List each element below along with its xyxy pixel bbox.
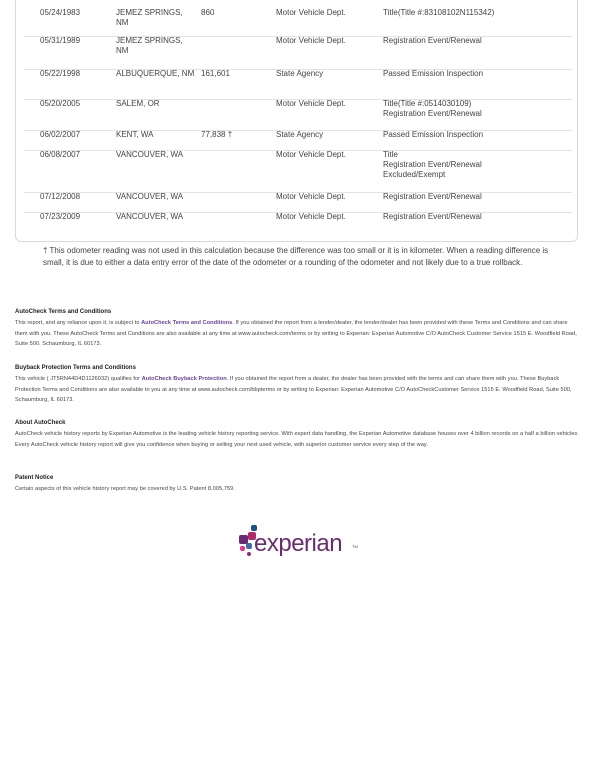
terms-text-post: . If you obtained the report from a lender/dealer, the lender/dealer has been provided with these Terms and Conditions and can share them with you. These AutoCheck Terms and Conditions are also available at any time at www.autocheck.com/terms or by writing to Experian: Experian Automotive C/O AutoCheck Customer Service 1515 E. Woodfield Road, Suite 500, Schaumburg, IL 60173. — [15, 320, 577, 347]
row-details — [383, 69, 572, 79]
patent-section — [15, 474, 580, 495]
terms-body — [15, 318, 580, 350]
row-location: KENT, WA — [116, 130, 154, 139]
row-detail-line: Title(Title #:83108102N115342) — [383, 8, 495, 17]
row-detail-line: Registration Event/Renewal — [383, 160, 482, 169]
vehicle-history-table — [15, 0, 578, 242]
buyback-section — [15, 364, 580, 406]
row-details — [383, 192, 572, 202]
buyback-body — [15, 374, 580, 406]
buyback-text-post: . If you obtained the report from a dealer, the dealer has been provided with the terms and can share them with you. These Buyback Protection Terms and Conditions are also available to you at any time at www.autocheck.com/bbpterms or by writing to Experian: Experian Automotive C/O AutoCheckCustomer Service 1515 E. Woodfield Road, Suite 500, Schaumburg, IL 60173. — [15, 376, 572, 403]
row-location: VANCOUVER, WA — [116, 192, 184, 201]
table-row — [24, 192, 572, 213]
row-source: Motor Vehicle Dept. — [276, 212, 346, 221]
row-source: Motor Vehicle Dept. — [276, 36, 346, 45]
table-row — [24, 130, 572, 151]
row-detail-line: Excluded/Exempt — [383, 170, 446, 179]
logo-dot-4 — [240, 546, 245, 551]
row-detail-line: Registration Event/Renewal — [383, 192, 482, 201]
row-date: 05/31/1989 — [40, 36, 81, 45]
logo-wordmark: experian — [254, 530, 343, 557]
row-detail-line: Passed Emission Inspection — [383, 130, 484, 139]
row-date: 06/08/2007 — [40, 150, 81, 159]
row-detail-line: Title(Title #:0514030109) — [383, 99, 472, 108]
row-date: 05/20/2005 — [40, 99, 81, 108]
row-source: State Agency — [276, 130, 324, 139]
row-location: JEMEZ SPRINGS, NM — [116, 36, 183, 55]
row-odometer: 860 — [201, 8, 215, 17]
patent-title: Patent Notice — [15, 475, 54, 481]
row-date: 07/23/2009 — [40, 212, 81, 221]
logo-dot-5 — [246, 543, 252, 549]
row-location: SALEM, OR — [116, 99, 160, 108]
table-row — [24, 150, 572, 193]
row-source: Motor Vehicle Dept. — [276, 8, 346, 17]
row-details — [383, 130, 572, 140]
row-source: Motor Vehicle Dept. — [276, 99, 346, 108]
about-title: About AutoCheck — [15, 420, 66, 426]
row-location: ALBUQUERQUE, NM — [116, 69, 195, 78]
row-odometer: 77,838 † — [201, 130, 233, 139]
row-odometer: 161,601 — [201, 69, 230, 78]
row-location: VANCOUVER, WA — [116, 212, 184, 221]
logo-dot-6 — [247, 552, 251, 556]
table-row — [24, 212, 572, 234]
patent-body: Certain aspects of this vehicle history report may be covered by U.S. Patent 8,005,759. — [15, 486, 235, 492]
row-details — [383, 150, 572, 180]
logo-trademark: TM — [352, 544, 358, 549]
row-details — [383, 36, 572, 46]
about-section — [15, 419, 580, 450]
buyback-text-pre: This vehicle ( JT5RN44D4D1126032) qualifies for — [15, 376, 142, 382]
row-source: State Agency — [276, 69, 324, 78]
odometer-footnote: † This odometer reading was not used in this calculation because the difference was too small or it is in kilometer. When a reading difference is small, it is due to either a data entry error of the date of the odometer or a rounding of the odometer and not likely due to a true rollback. — [43, 246, 549, 267]
row-date: 05/24/1983 — [40, 8, 81, 17]
row-details — [383, 212, 572, 222]
row-location: VANCOUVER, WA — [116, 150, 184, 159]
row-details — [383, 99, 572, 119]
row-date: 05/22/1998 — [40, 69, 81, 78]
row-detail-line: Passed Emission Inspection — [383, 69, 484, 78]
table-row — [24, 69, 572, 100]
row-location: JEMEZ SPRINGS, NM — [116, 8, 183, 27]
table-row — [24, 36, 572, 70]
terms-section — [15, 308, 580, 350]
buyback-link[interactable]: AutoCheck Buyback Protection — [141, 376, 227, 382]
terms-title: AutoCheck Terms and Conditions — [15, 309, 112, 315]
experian-logo — [238, 524, 368, 564]
buyback-title: Buyback Protection Terms and Conditions — [15, 365, 136, 371]
row-details — [383, 8, 572, 18]
row-source: Motor Vehicle Dept. — [276, 192, 346, 201]
row-date: 07/12/2008 — [40, 192, 81, 201]
row-detail-line: Registration Event/Renewal — [383, 109, 482, 118]
row-source: Motor Vehicle Dept. — [276, 150, 346, 159]
row-detail-line: Title — [383, 150, 398, 159]
table-row — [24, 99, 572, 131]
row-detail-line: Registration Event/Renewal — [383, 212, 482, 221]
row-date: 06/02/2007 — [40, 130, 81, 139]
table-row — [24, 8, 572, 37]
terms-text-pre: This report, and any reliance upon it, is subject to — [15, 320, 142, 326]
about-body: AutoCheck vehicle history reports by Experian Automotive is the leading vehicle history reporting service. With expert data handling, the Experian Automotive database houses over 4 billion records on a half a billion vehicles. Every AutoCheck vehicle history report will give you confidence when buying or selling your next used vehicle, with superior customer service every step of the way. — [15, 431, 579, 448]
row-detail-line: Registration Event/Renewal — [383, 36, 482, 45]
terms-link[interactable]: AutoCheck Terms and Conditions — [141, 320, 233, 326]
